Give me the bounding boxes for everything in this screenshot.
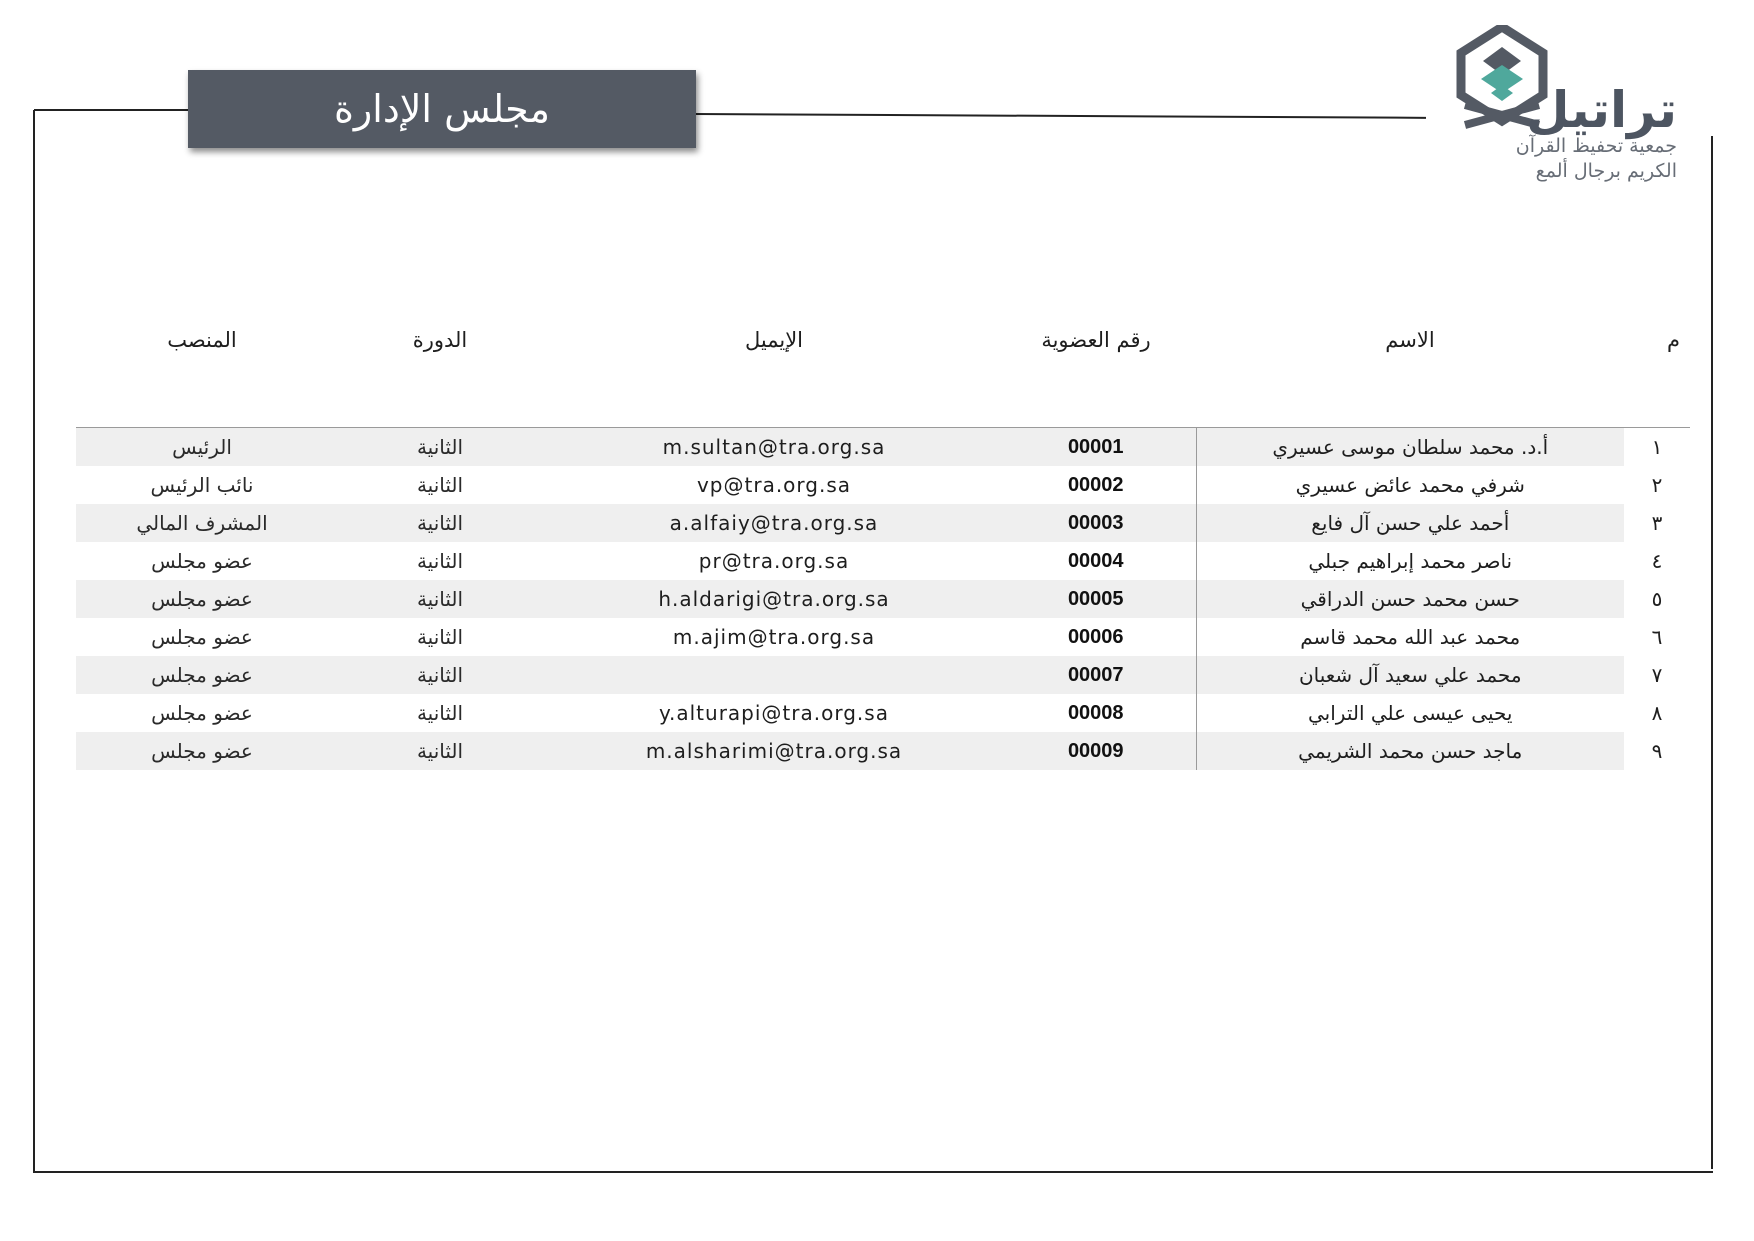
member-id: 00007 [996, 656, 1196, 694]
table-row [76, 466, 1690, 504]
column-header-position: المنصب [76, 300, 328, 428]
table-row [76, 694, 1690, 732]
page-title [188, 70, 696, 148]
row-number: ١ [1651, 435, 1663, 459]
member-id: 00005 [996, 580, 1196, 618]
row-number: ٥ [1651, 587, 1663, 611]
member-name: ماجد حسن محمد الشريمي [1196, 732, 1624, 770]
member-cycle: الثانية [416, 625, 464, 649]
frame-top-left [34, 109, 190, 111]
column-header-cycle: الدورة [328, 300, 552, 428]
member-email [552, 656, 996, 694]
organization-logo [1455, 20, 1680, 190]
member-cycle: الثانية [416, 701, 464, 725]
member-cycle: الثانية [416, 549, 464, 573]
member-cycle: الثانية [328, 428, 552, 467]
row-number: ٤ [1651, 549, 1663, 573]
row-number: ٣ [1651, 511, 1663, 535]
member-id: 00009 [996, 732, 1196, 770]
member-email: y.alturapi@tra.org.sa [659, 701, 889, 725]
row-number: ٦ [1651, 625, 1663, 649]
table-header-row [76, 300, 1690, 428]
frame-top-right [694, 113, 1426, 119]
member-position: الرئيس [76, 428, 328, 467]
row-number: ٨ [1651, 701, 1663, 725]
table-row [76, 732, 1690, 770]
member-email: pr@tra.org.sa [698, 549, 850, 573]
member-id: 00003 [996, 504, 1196, 542]
member-email: m.alsharimi@tra.org.sa [552, 732, 996, 770]
member-cycle: الثانية [328, 580, 552, 618]
row-number: ٧ [1651, 663, 1663, 687]
member-cycle: الثانية [328, 504, 552, 542]
member-position: نائب الرئيس [150, 473, 254, 497]
frame-right [1711, 136, 1713, 1169]
member-position: عضو مجلس [151, 701, 253, 725]
member-name: محمد علي سعيد آل شعبان [1196, 656, 1624, 694]
member-position: عضو مجلس [76, 580, 328, 618]
member-id: 00001 [996, 428, 1196, 467]
table-row [76, 580, 1690, 618]
column-header-number: م [1624, 300, 1690, 428]
frame-left [33, 110, 35, 1173]
member-name: حسن محمد حسن الدراقي [1196, 580, 1624, 618]
page-title-text: مجلس الإدارة [334, 87, 550, 131]
member-id: 00004 [1067, 549, 1124, 572]
column-header-name: الاسم [1196, 300, 1624, 428]
member-email: vp@tra.org.sa [696, 473, 852, 497]
member-cycle: الثانية [328, 656, 552, 694]
table-row [76, 618, 1690, 656]
member-name: أحمد علي حسن آل فايع [1196, 504, 1624, 542]
frame-bottom [33, 1171, 1713, 1173]
member-cycle: الثانية [416, 473, 464, 497]
member-id: 00006 [1067, 625, 1124, 648]
row-number: ٩ [1651, 739, 1663, 763]
member-position: عضو مجلس [151, 625, 253, 649]
member-name: يحيى عيسى علي الترابي [1196, 694, 1624, 732]
logo-tagline-2: الكريم برجال ألمع [1535, 160, 1677, 182]
member-position: المشرف المالي [76, 504, 328, 542]
member-id: 00008 [1067, 701, 1124, 724]
member-cycle: الثانية [328, 732, 552, 770]
member-name: أ.د. محمد سلطان موسى عسيري [1196, 428, 1624, 467]
member-name: محمد عبد الله محمد قاسم [1196, 618, 1624, 656]
board-members-table [76, 300, 1690, 770]
table-row [76, 542, 1690, 580]
member-email: m.ajim@tra.org.sa [672, 625, 876, 649]
member-name: ناصر محمد إبراهيم جبلي [1196, 542, 1624, 580]
member-position: عضو مجلس [151, 549, 253, 573]
column-header-email: الإيميل [552, 300, 996, 428]
logo-wordmark: تراتيل [1526, 81, 1677, 139]
row-number: ٢ [1651, 473, 1663, 497]
member-email: h.aldarigi@tra.org.sa [552, 580, 996, 618]
member-name: شرفي محمد عائض عسيري [1196, 466, 1624, 504]
column-header-member-id: رقم العضوية [996, 300, 1196, 428]
member-email: a.alfaiy@tra.org.sa [552, 504, 996, 542]
member-position: عضو مجلس [76, 732, 328, 770]
table-row [76, 428, 1690, 467]
member-email: m.sultan@tra.org.sa [552, 428, 996, 467]
table-row [76, 504, 1690, 542]
member-id: 00002 [1067, 473, 1124, 496]
table-row [76, 656, 1690, 694]
member-position: عضو مجلس [76, 656, 328, 694]
logo-tagline-1: جمعية تحفيظ القرآن [1515, 135, 1677, 157]
